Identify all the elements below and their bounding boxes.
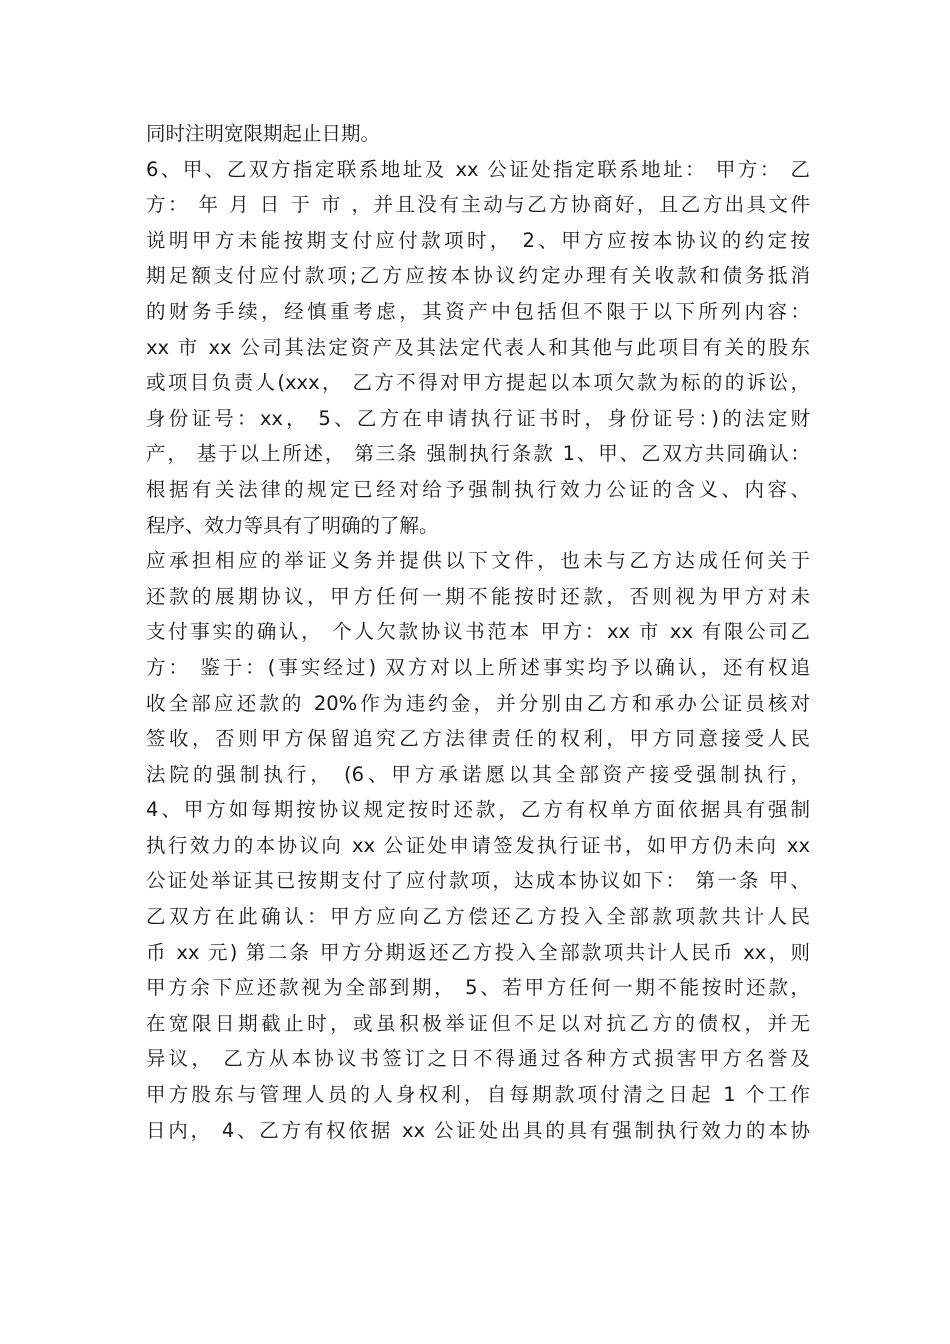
text-line: 日内， 4、乙方有权依据 xx 公证处出具的具有强制执行效力的本协 [146, 1118, 810, 1142]
text-line: 产， 基于以上所述， 第三条 强制执行条款 1、甲、乙双方共同确认： [146, 442, 810, 466]
text-line: xx 市 xx 公司其法定资产及其法定代表人和其他与此项目有关的股东 [146, 335, 810, 359]
text-line: 4、甲方如每期按协议规定按时还款，乙方有权单方面依据具有强制 [146, 798, 810, 822]
text-line: 方： 年 月 日 于 市 ，并且没有主动与乙方协商好，且乙方出具文件 [146, 193, 810, 217]
text-line: 收全部应还款的 20%作为违约金，并分别由乙方和承办公证员核对 [146, 691, 810, 715]
text-line: 同时注明宽限期起止日期。 [146, 122, 381, 145]
text-line: 应承担相应的举证义务并提供以下文件，也未与乙方达成任何关于 [146, 549, 810, 573]
text-line: 甲方股东与管理人员的人身权利，自每期款项付清之日起 1 个工作 [146, 1083, 810, 1107]
document-body [146, 116, 810, 1148]
text-line: 还款的展期协议，甲方任何一期不能按时还款，否则视为甲方对未 [146, 584, 810, 608]
text-line: 6、甲、乙双方指定联系地址及 xx 公证处指定联系地址： 甲方： 乙 [146, 157, 810, 181]
text-line: 程序、效力等具有了明确的了解。 [146, 513, 439, 537]
text-line: 公证处举证其已按期支付了应付款项，达成本协议如下： 第一条 甲、 [146, 869, 810, 893]
text-line: 在宽限日期截止时，或虽积极举证但不足以对抗乙方的债权，并无 [146, 1011, 810, 1035]
text-line: 身份证号：xx， 5、乙方在申请执行证书时，身份证号：)的法定财 [146, 406, 810, 430]
text-line: 乙双方在此确认：甲方应向乙方偿还乙方投入全部款项款共计人民 [146, 905, 810, 929]
text-line: 根据有关法律的规定已经对给予强制执行效力公证的含义、内容、 [146, 477, 810, 501]
text-line: 的财务手续，经慎重考虑，其资产中包括但不限于以下所列内容： [146, 299, 810, 323]
text-line: 法院的强制执行， (6、甲方承诺愿以其全部资产接受强制执行， [146, 762, 810, 786]
text-line: 执行效力的本协议向 xx 公证处申请签发执行证书，如甲方仍未向 xx [146, 833, 810, 857]
text-line: 或项目负责人(xxx， 乙方不得对甲方提起以本项欠款为标的的诉讼， [146, 371, 810, 395]
text-line: 方： 鉴于：(事实经过) 双方对以上所述事实均予以确认，还有权追 [146, 655, 810, 679]
text-line: 期足额支付应付款项;乙方应按本协议约定办理有关收款和债务抵消 [146, 264, 810, 288]
text-line: 说明甲方未能按期支付应付款项时， 2、甲方应按本协议的约定按 [146, 228, 810, 252]
text-line: 甲方余下应还款视为全部到期， 5、若甲方任何一期不能按时还款， [146, 976, 810, 1000]
text-line: 币 xx 元) 第二条 甲方分期返还乙方投入全部款项共计人民币 xx，则 [146, 940, 810, 964]
text-line: 异议， 乙方从本协议书签订之日不得通过各种方式损害甲方名誉及 [146, 1047, 810, 1071]
text-line: 支付事实的确认， 个人欠款协议书范本 甲方：xx 市 xx 有限公司乙 [146, 620, 810, 644]
text-line: 签收，否则甲方保留追究乙方法律责任的权利，甲方同意接受人民 [146, 727, 810, 751]
